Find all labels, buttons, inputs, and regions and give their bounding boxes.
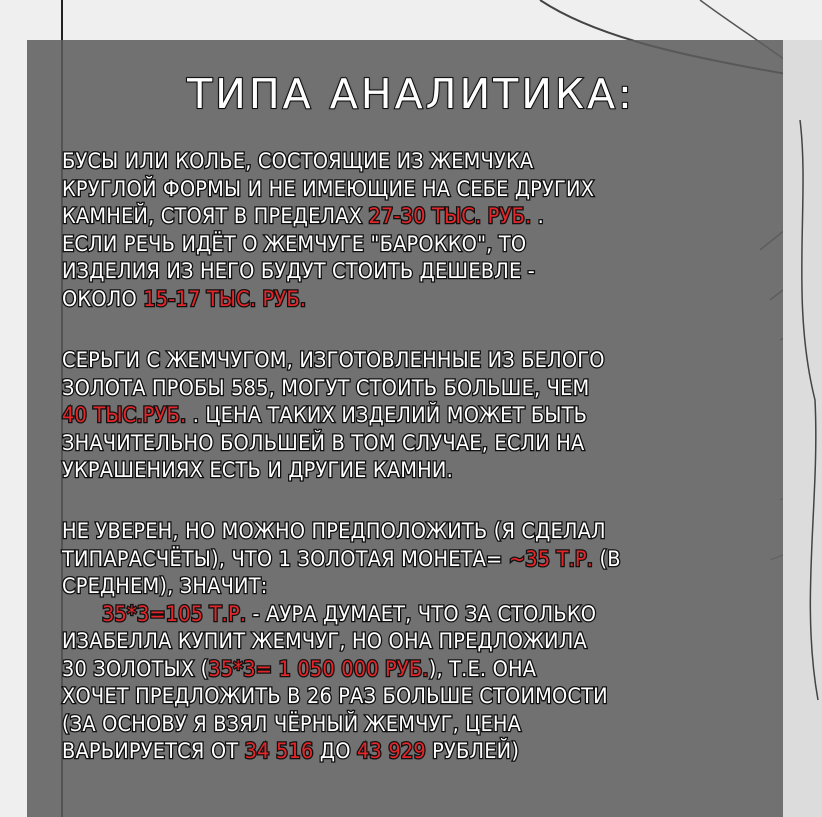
text-line: ХОЧЕТ ПРЕДЛОЖИТЬ В 26 РАЗ БОЛЬШЕ СТОИМОСТИ <box>62 684 608 709</box>
text-line: ИЗДЕЛИЯ ИЗ НЕГО БУДУТ СТОИТЬ ДЕШЕВЛЕ - <box>62 259 535 284</box>
text-line: УКРАШЕНИЯХ ЕСТЬ И ДРУГИЕ КАМНИ. <box>62 458 453 483</box>
text-line: НЕ УВЕРЕН, НО МОЖНО ПРЕДПОЛОЖИТЬ (Я СДЕЛАЛ <box>62 519 606 544</box>
text-line: СЕРЬГИ С ЖЕМЧУГОМ, ИЗГОТОВЛЕННЫЕ ИЗ БЕЛОГО <box>62 348 605 373</box>
text-line: 30 ЗОЛОТЫХ (35*3= 1 050 000 РУБ.), Т.Е. ОНА <box>62 656 537 682</box>
text-line: КАМНЕЙ, СТОЯТ В ПРЕДЕЛАХ 27-30 ТЫС. РУБ. . <box>62 204 545 229</box>
text-line: ВАРЬИРУЕТСЯ ОТ 34 516 ДО 43 929 РУБЛЕЙ) <box>62 739 520 764</box>
text-line: 40 ТЫС.РУБ. . ЦЕНА ТАКИХ ИЗДЕЛИЙ МОЖЕТ БЫТЬ <box>62 403 588 428</box>
paragraph-earrings <box>62 347 762 485</box>
price-highlight: 43 929 <box>356 739 426 764</box>
text-line: ОКОЛО 15-17 ТЫС. РУБ. <box>62 286 307 312</box>
price-highlight: 35*3= 1 050 000 РУБ. <box>208 656 429 682</box>
text-line: ЗОЛОТА ПРОБЫ 585, МОГУТ СТОИТЬ БОЛЬШЕ, ЧЕМ <box>62 375 590 401</box>
price-highlight: 27-30 ТЫС. РУБ. <box>368 204 532 229</box>
text-line: ЕСЛИ РЕЧЬ ИДЁТ О ЖЕМЧУГЕ "БАРОККО", ТО <box>62 231 527 257</box>
text-line: СРЕДНЕМ), ЗНАЧИТ: <box>62 574 268 599</box>
text-line: ИЗАБЕЛЛА КУПИТ ЖЕМЧУГ, НО ОНА ПРЕДЛОЖИЛА <box>62 629 587 654</box>
text-line: БУСЫ ИЛИ КОЛЬЕ, СОСТОЯЩИЕ ИЗ ЖЕМЧУКА <box>62 149 534 174</box>
text-line: 35*3=105 Т.Р. - АУРА ДУМАЕТ, ЧТО ЗА СТОЛЬКО <box>102 601 597 627</box>
price-highlight: 35*3=105 Т.Р. <box>102 601 247 627</box>
price-highlight: ~35 Т.Р. <box>508 546 594 572</box>
paragraph-gold-coin-estimate <box>62 518 762 766</box>
price-highlight: 40 ТЫС.РУБ. <box>62 403 187 428</box>
price-highlight: 15-17 ТЫС. РУБ. <box>143 286 307 312</box>
text-line: КРУГЛОЙ ФОРМЫ И НЕ ИМЕЮЩИЕ НА СЕБЕ ДРУГИХ <box>62 176 595 202</box>
price-highlight: 34 516 <box>244 739 314 764</box>
paragraph-beads-necklaces <box>62 148 762 313</box>
text-line: ТИПАРАСЧЁТЫ), ЧТО 1 ЗОЛОТАЯ МОНЕТА= ~35 Т.Р. (В <box>62 546 621 572</box>
text-line: (ЗА ОСНОВУ Я ВЗЯЛ ЧЁРНЫЙ ЖЕМЧУГ, ЦЕНА <box>62 711 522 737</box>
page-title: ТИПА АНАЛИТИКА: <box>187 70 635 118</box>
text-line: ЗНАЧИТЕЛЬНО БОЛЬШЕЙ В ТОМ СЛУЧАЕ, ЕСЛИ НА <box>62 430 585 456</box>
